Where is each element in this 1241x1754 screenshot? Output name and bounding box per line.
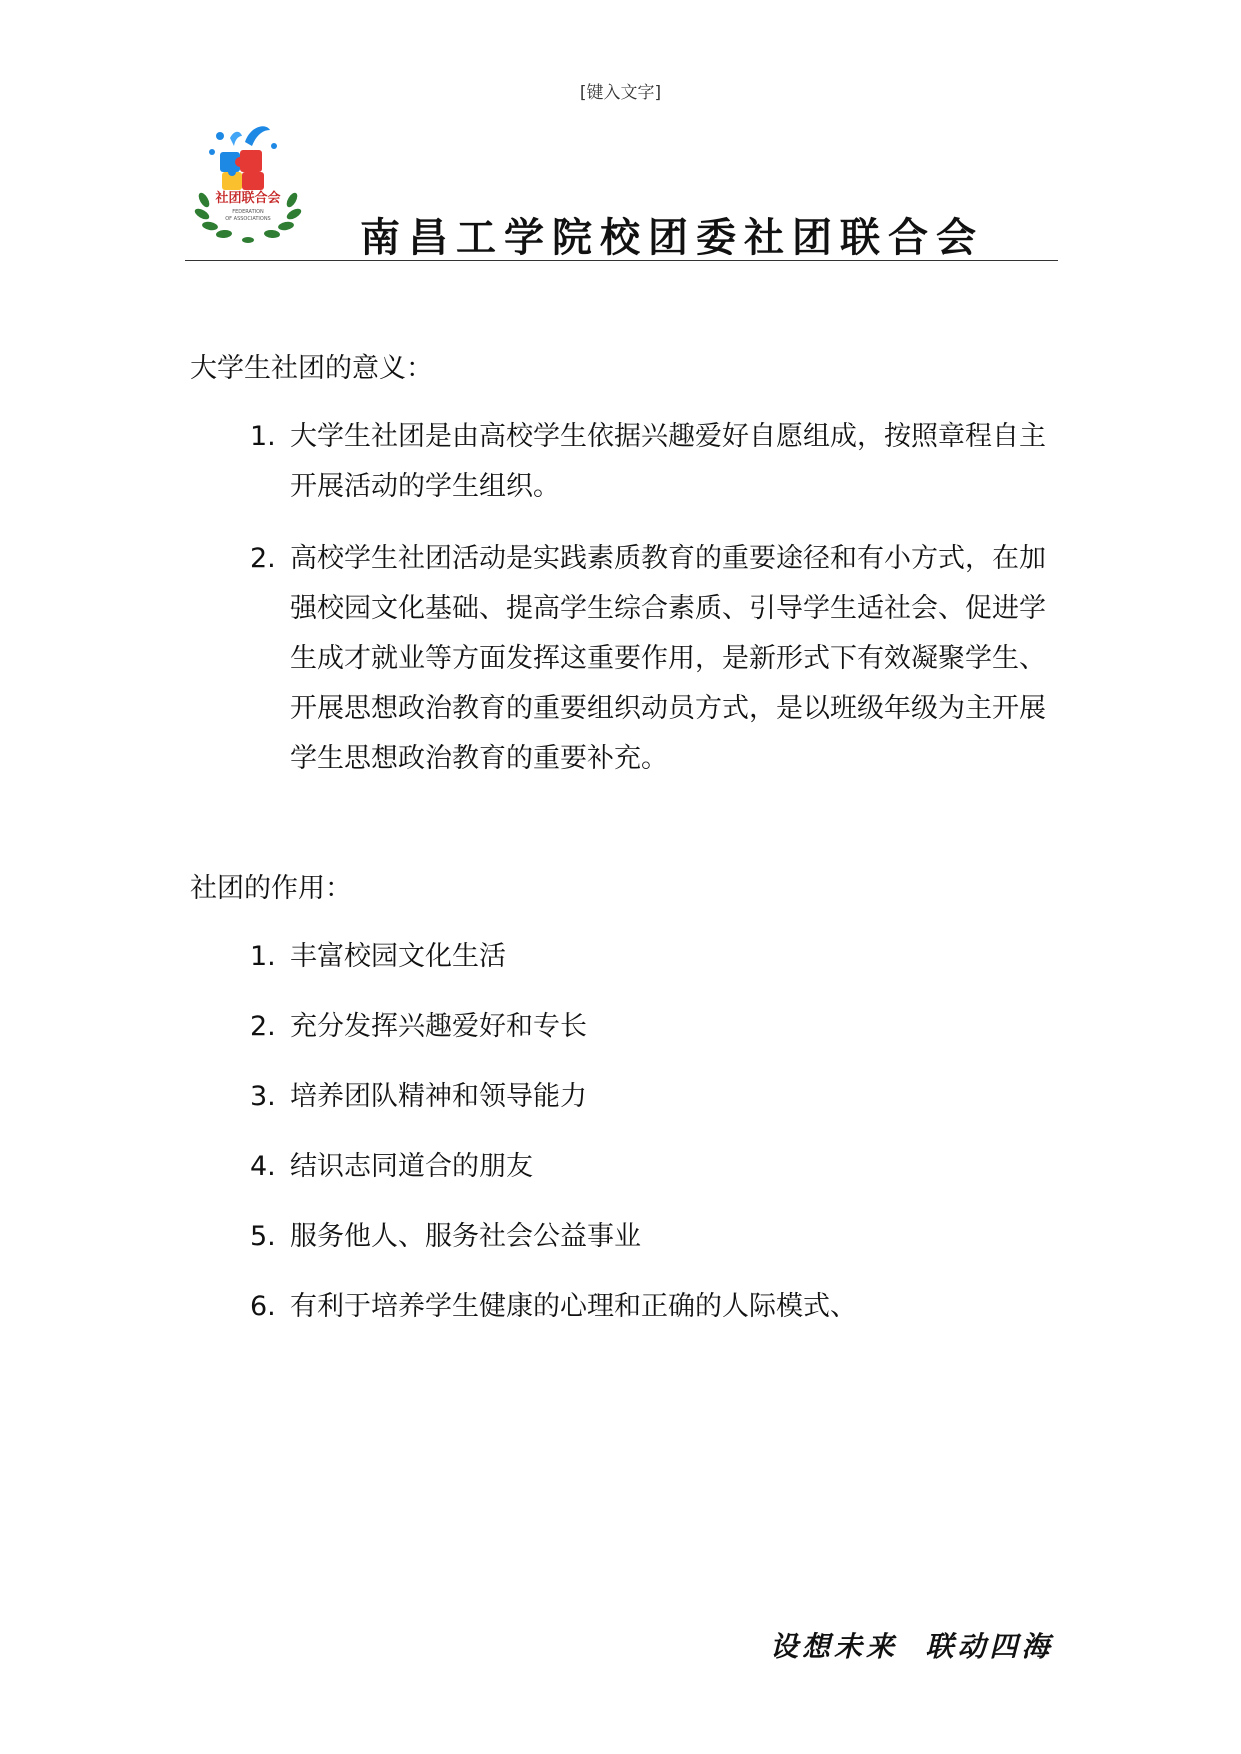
list-number: 5. xyxy=(250,1221,276,1252)
logo-subtext-line2: OF ASSOCIATIONS xyxy=(225,216,271,222)
list-text: 服务他人、服务社会公益事业 xyxy=(290,1221,641,1252)
functions-list xyxy=(250,932,1060,1352)
list-item xyxy=(250,412,1060,512)
list-item xyxy=(250,1142,1060,1192)
club-federation-logo xyxy=(190,122,310,252)
list-item xyxy=(250,1002,1060,1052)
list-number: 1. xyxy=(250,941,276,972)
list-number: 4. xyxy=(250,1151,276,1182)
list-item xyxy=(250,932,1060,982)
logo-label: 社团联合会 xyxy=(215,191,281,206)
list-text: 大学生社团是由高校学生依据兴趣爱好自愿组成，按照章程自主开展活动的学生组织。 xyxy=(290,421,1046,502)
list-number: 6. xyxy=(250,1291,276,1322)
list-item xyxy=(250,1072,1060,1122)
list-text: 充分发挥兴趣爱好和专长 xyxy=(290,1011,587,1042)
header-placeholder-text[interactable]: [键入文字] xyxy=(579,83,662,103)
header-divider xyxy=(185,260,1058,261)
list-item xyxy=(250,534,1060,784)
list-item xyxy=(250,1282,1060,1332)
section-heading-significance: 大学生社团的意义： xyxy=(190,353,433,384)
significance-list xyxy=(250,412,1060,784)
list-text: 高校学生社团活动是实践素质教育的重要途径和有小方式，在加强校园文化基础、提高学生综合素质、引导学生适社会、促进学生成才就业等方面发挥这重要作用，是新形式下有效凝聚学生、开展思想政治教育的重要组织动员方式，是以班级年级为主开展学生思想政治教育的重要补充。 xyxy=(290,543,1046,774)
logo-graphic xyxy=(190,122,310,252)
logo-subtext-line1: FEDERATION xyxy=(232,209,264,215)
organization-title: 南昌工学院校团委社团联合会 xyxy=(360,214,984,261)
list-text: 丰富校园文化生活 xyxy=(290,941,506,972)
list-item xyxy=(250,1212,1060,1262)
list-number: 3. xyxy=(250,1081,276,1112)
list-text: 培养团队精神和领导能力 xyxy=(290,1081,587,1112)
list-number: 2. xyxy=(250,1011,276,1042)
list-text: 结识志同道合的朋友 xyxy=(290,1151,533,1182)
list-number: 2. xyxy=(250,543,276,574)
list-number: 1. xyxy=(250,421,276,452)
list-text: 有利于培养学生健康的心理和正确的人际模式、 xyxy=(290,1291,857,1322)
section-heading-functions: 社团的作用： xyxy=(190,873,352,904)
footer-slogan: 设想未来 联动四海 xyxy=(770,1630,1054,1663)
